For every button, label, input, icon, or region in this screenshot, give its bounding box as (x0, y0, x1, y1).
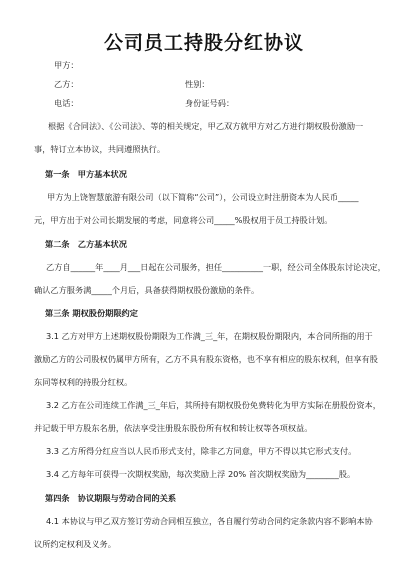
id-number-label: 身份证号码： (185, 98, 235, 108)
article-2-heading: 第二条 乙方基本状况 (45, 239, 127, 249)
clause-3-1-line-3: 东同等权利的持股分红权。 (34, 377, 133, 387)
article-1-line-1: 甲方为上饶智慧旅游有限公司（以下简称“公司”），公司设立时注册资本为人民币_____ (47, 192, 359, 202)
article-2-line-1: 乙方自______年____月___日起在公司服务，担任__________一职，经公司全体股东讨论决定， (46, 262, 386, 272)
party-a-label: 甲方： (54, 60, 79, 70)
article-2-line-2: 确认乙方服务满_____个月后，具备获得期权股份激励的条件。 (34, 285, 260, 295)
article-1-heading: 第一条 甲方基本状况 (45, 169, 127, 179)
article-4-heading: 第四条 协议期限与劳动合同的关系 (45, 493, 177, 503)
clause-4-1-line-2: 议所约定权利及义务。 (34, 539, 116, 549)
article-1-line-2: 元，甲方出于对公司长期发展的考虑，同意将公司_____%股权用于员工持股计划。 (34, 215, 333, 225)
article-3-heading: 第三条 期权股份期限约定 (45, 308, 138, 318)
clause-3-3: 3.3 乙方所得分红应当以人民币形式支付，除非乙方同意，甲方不得以其它形式支付。 (46, 446, 357, 456)
document-title: 公司员工持股分红协议 (103, 32, 304, 54)
clause-3-4: 3.4 乙方每年可获得一次期权奖励，每次奖励上浮 20% 首次期权奖励为________股。 (46, 469, 356, 479)
gender-label: 性别： (185, 79, 210, 89)
phone-label: 电话： (54, 98, 79, 108)
party-b-label: 乙方： (54, 79, 79, 89)
intro-line-1: 根据《合同法》、《公司法》、等的相关规定，甲乙双方就甲方对乙方进行期权股份激励一 (48, 121, 364, 131)
clause-3-2-line-2: 并记载于甲方股东名册，依法享受注册股东股份所有权和转让权等各项权益。 (34, 423, 313, 433)
clause-3-1-line-2: 激励乙方的公司股权仍属甲方所有，乙方不具有股东资格，也不享有相应的股东权利，但享有股 (34, 354, 378, 364)
clause-4-1-line-1: 4.1 本协议与甲乙双方签订劳动合同相互独立，各自履行劳动合同约定条款内容不影响本协 (46, 516, 373, 526)
clause-3-1-line-1: 3.1 乙方对甲方上述期权股份期限为工作满_三_年，在期权股份期限内，本合同所指的用于 (46, 331, 373, 341)
clause-3-2-line-1: 3.2 乙方在公司连续工作满_三_年后，其所持有期权股份免费转化为甲方实际在册股份资本， (46, 400, 381, 410)
intro-line-2: 事，特订立本协议，共同遵照执行。 (34, 144, 166, 154)
